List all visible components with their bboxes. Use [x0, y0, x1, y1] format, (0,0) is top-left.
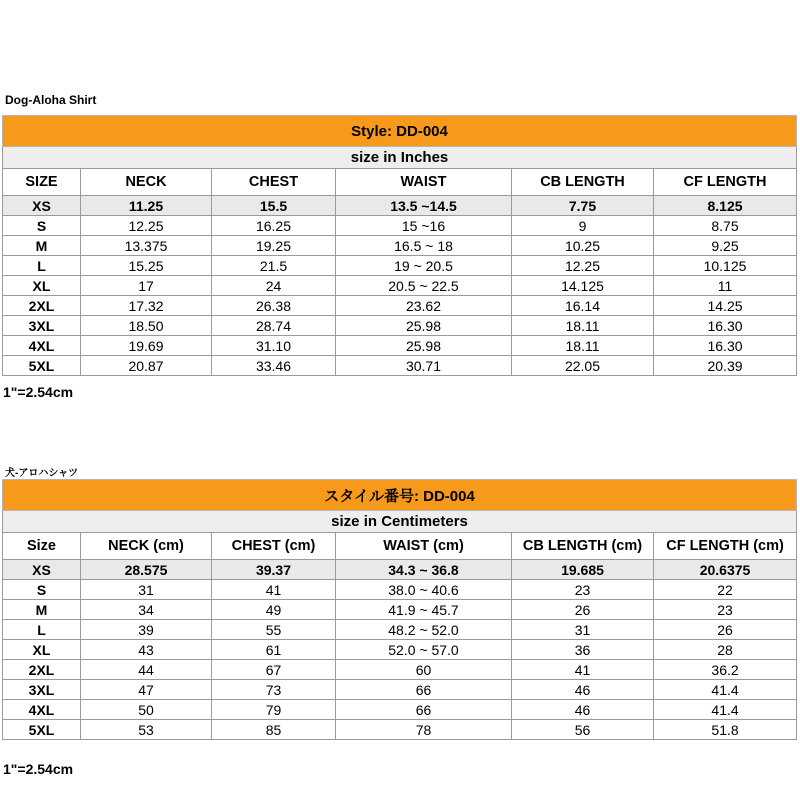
size-cell: S	[3, 580, 81, 600]
value-cell: 22.05	[512, 356, 654, 376]
inch-size-table	[2, 115, 797, 376]
style-number-label: スタイル番号: DD-004	[3, 480, 797, 511]
column-header: CHEST	[212, 169, 336, 196]
value-cell: 20.87	[81, 356, 212, 376]
size-cell: XL	[3, 640, 81, 660]
value-cell: 41	[212, 580, 336, 600]
size-cell: M	[3, 600, 81, 620]
value-cell: 73	[212, 680, 336, 700]
value-cell: 31	[512, 620, 654, 640]
style-number-label: Style: DD-004	[3, 116, 797, 147]
value-cell: 56	[512, 720, 654, 740]
column-header: CF LENGTH	[654, 169, 797, 196]
unit-row	[3, 147, 797, 169]
column-header: NECK	[81, 169, 212, 196]
value-cell: 23.62	[336, 296, 512, 316]
cm-conversion-note: 1"=2.54cm	[3, 761, 74, 777]
size-cell: XS	[3, 560, 81, 580]
value-cell: 19.685	[512, 560, 654, 580]
value-cell: 78	[336, 720, 512, 740]
value-cell: 14.25	[654, 296, 797, 316]
value-cell: 48.2 ~ 52.0	[336, 620, 512, 640]
value-cell: 19 ~ 20.5	[336, 256, 512, 276]
table-row	[3, 620, 797, 640]
value-cell: 26.38	[212, 296, 336, 316]
size-cell: 2XL	[3, 296, 81, 316]
value-cell: 41.9 ~ 45.7	[336, 600, 512, 620]
value-cell: 16.25	[212, 216, 336, 236]
value-cell: 30.71	[336, 356, 512, 376]
value-cell: 13.375	[81, 236, 212, 256]
table-row	[3, 700, 797, 720]
table-row	[3, 216, 797, 236]
header-row	[3, 533, 797, 560]
value-cell: 49	[212, 600, 336, 620]
value-cell: 7.75	[512, 196, 654, 216]
value-cell: 18.11	[512, 316, 654, 336]
style-number-row	[3, 116, 797, 147]
value-cell: 31.10	[212, 336, 336, 356]
column-header: CB LENGTH	[512, 169, 654, 196]
style-number-row	[3, 480, 797, 511]
cm-size-table	[2, 479, 797, 740]
table-row	[3, 660, 797, 680]
column-header: WAIST (cm)	[336, 533, 512, 560]
unit-label: size in Inches	[3, 147, 797, 169]
value-cell: 51.8	[654, 720, 797, 740]
value-cell: 53	[81, 720, 212, 740]
table-row	[3, 356, 797, 376]
value-cell: 41	[512, 660, 654, 680]
value-cell: 18.50	[81, 316, 212, 336]
value-cell: 47	[81, 680, 212, 700]
column-header: CHEST (cm)	[212, 533, 336, 560]
table-row	[3, 580, 797, 600]
table-row	[3, 316, 797, 336]
value-cell: 61	[212, 640, 336, 660]
value-cell: 21.5	[212, 256, 336, 276]
table-row	[3, 560, 797, 580]
value-cell: 17	[81, 276, 212, 296]
size-cell: 2XL	[3, 660, 81, 680]
value-cell: 55	[212, 620, 336, 640]
value-cell: 17.32	[81, 296, 212, 316]
size-cell: 5XL	[3, 720, 81, 740]
value-cell: 9.25	[654, 236, 797, 256]
value-cell: 11	[654, 276, 797, 296]
size-cell: 3XL	[3, 316, 81, 336]
size-cell: M	[3, 236, 81, 256]
unit-label: size in Centimeters	[3, 511, 797, 533]
value-cell: 39	[81, 620, 212, 640]
table-row	[3, 256, 797, 276]
table-row	[3, 336, 797, 356]
table-row	[3, 236, 797, 256]
table-row	[3, 600, 797, 620]
value-cell: 9	[512, 216, 654, 236]
value-cell: 15.25	[81, 256, 212, 276]
size-cell: L	[3, 256, 81, 276]
value-cell: 12.25	[512, 256, 654, 276]
value-cell: 10.25	[512, 236, 654, 256]
value-cell: 15 ~16	[336, 216, 512, 236]
value-cell: 23	[654, 600, 797, 620]
value-cell: 52.0 ~ 57.0	[336, 640, 512, 660]
value-cell: 16.30	[654, 316, 797, 336]
header-row	[3, 169, 797, 196]
value-cell: 23	[512, 580, 654, 600]
table-row	[3, 640, 797, 660]
value-cell: 44	[81, 660, 212, 680]
size-cell: L	[3, 620, 81, 640]
value-cell: 41.4	[654, 680, 797, 700]
column-header: NECK (cm)	[81, 533, 212, 560]
value-cell: 26	[512, 600, 654, 620]
value-cell: 20.6375	[654, 560, 797, 580]
table-row	[3, 276, 797, 296]
value-cell: 28.575	[81, 560, 212, 580]
value-cell: 12.25	[81, 216, 212, 236]
value-cell: 50	[81, 700, 212, 720]
value-cell: 39.37	[212, 560, 336, 580]
unit-row	[3, 511, 797, 533]
inch-conversion-note: 1"=2.54cm	[3, 384, 74, 400]
value-cell: 24	[212, 276, 336, 296]
value-cell: 8.125	[654, 196, 797, 216]
value-cell: 38.0 ~ 40.6	[336, 580, 512, 600]
value-cell: 60	[336, 660, 512, 680]
column-header: WAIST	[336, 169, 512, 196]
value-cell: 16.14	[512, 296, 654, 316]
value-cell: 20.39	[654, 356, 797, 376]
value-cell: 26	[654, 620, 797, 640]
value-cell: 43	[81, 640, 212, 660]
column-header: CB LENGTH (cm)	[512, 533, 654, 560]
value-cell: 13.5 ~14.5	[336, 196, 512, 216]
value-cell: 22	[654, 580, 797, 600]
column-header: Size	[3, 533, 81, 560]
value-cell: 20.5 ~ 22.5	[336, 276, 512, 296]
size-cell: 3XL	[3, 680, 81, 700]
value-cell: 66	[336, 680, 512, 700]
value-cell: 85	[212, 720, 336, 740]
value-cell: 31	[81, 580, 212, 600]
cm-table-caption: 犬-アロハシャツ	[5, 468, 79, 479]
value-cell: 66	[336, 700, 512, 720]
table-row	[3, 296, 797, 316]
table-row	[3, 720, 797, 740]
inch-table-caption: Dog-Aloha Shirt	[5, 93, 97, 107]
value-cell: 14.125	[512, 276, 654, 296]
size-cell: XL	[3, 276, 81, 296]
value-cell: 16.30	[654, 336, 797, 356]
column-header: CF LENGTH (cm)	[654, 533, 797, 560]
size-cell: XS	[3, 196, 81, 216]
value-cell: 25.98	[336, 336, 512, 356]
value-cell: 41.4	[654, 700, 797, 720]
value-cell: 18.11	[512, 336, 654, 356]
value-cell: 8.75	[654, 216, 797, 236]
table-row	[3, 680, 797, 700]
value-cell: 46	[512, 680, 654, 700]
value-cell: 15.5	[212, 196, 336, 216]
value-cell: 67	[212, 660, 336, 680]
value-cell: 28	[654, 640, 797, 660]
column-header: SIZE	[3, 169, 81, 196]
value-cell: 46	[512, 700, 654, 720]
value-cell: 36	[512, 640, 654, 660]
size-cell: 4XL	[3, 336, 81, 356]
value-cell: 19.25	[212, 236, 336, 256]
value-cell: 34.3 ~ 36.8	[336, 560, 512, 580]
value-cell: 79	[212, 700, 336, 720]
value-cell: 28.74	[212, 316, 336, 336]
value-cell: 11.25	[81, 196, 212, 216]
value-cell: 36.2	[654, 660, 797, 680]
size-cell: 4XL	[3, 700, 81, 720]
value-cell: 16.5 ~ 18	[336, 236, 512, 256]
table-row	[3, 196, 797, 216]
value-cell: 25.98	[336, 316, 512, 336]
value-cell: 33.46	[212, 356, 336, 376]
value-cell: 19.69	[81, 336, 212, 356]
value-cell: 34	[81, 600, 212, 620]
size-cell: 5XL	[3, 356, 81, 376]
value-cell: 10.125	[654, 256, 797, 276]
size-cell: S	[3, 216, 81, 236]
